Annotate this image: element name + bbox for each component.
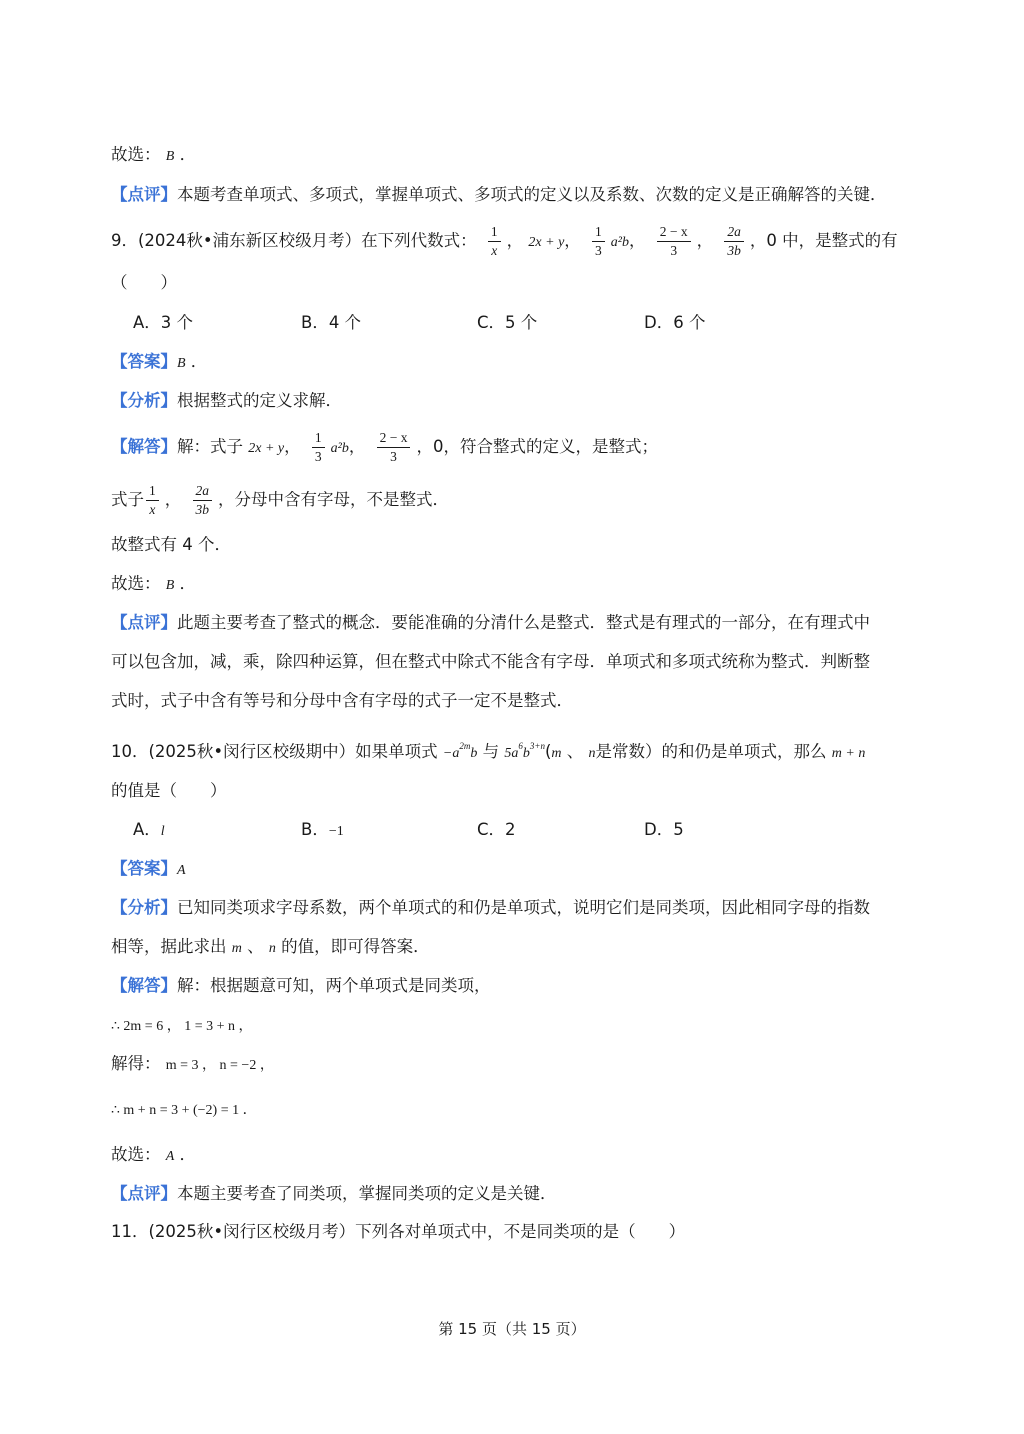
review-text: 此题主要考查了整式的概念．要能准确的分清什么是整式．整式是有理式的一部分，在有理式中: [177, 613, 870, 632]
q10-review-line: [111, 1183, 557, 1205]
choose-prefix: 故选：: [111, 574, 161, 593]
line2-lead: 式子: [111, 490, 144, 509]
mono1-base: −a: [442, 746, 460, 761]
solution-tag: 【解答】: [111, 437, 177, 456]
q8-review-line: [111, 184, 887, 206]
mono2-b: b: [522, 746, 530, 761]
q10-option-c: C．2: [477, 820, 516, 839]
var-n: n: [268, 941, 276, 956]
option-label: B．: [301, 820, 329, 839]
frac-num: 1: [488, 223, 501, 242]
mono2-exp1: 6: [518, 741, 523, 751]
q10-answer-line: [111, 858, 186, 882]
q9-option-c: C．5 个: [477, 313, 538, 332]
q9-option-d: D．6 个: [644, 313, 706, 332]
q10-option-a: [133, 819, 165, 843]
var-m: m: [551, 746, 562, 761]
mono1-exp: 2m: [459, 741, 471, 751]
frac-num: 2 − x: [657, 223, 691, 242]
q9-review-line1: [111, 612, 870, 634]
q10-solution-line1: [111, 975, 491, 997]
expr-m-plus-n: m + n: [831, 746, 866, 761]
q9-choose-line: 故选： B ．: [111, 574, 197, 593]
q9-option-b: B．4 个: [301, 313, 362, 332]
answer-paren: （ ）: [111, 273, 177, 292]
q9-solution-line: 【解答】解：式子 2x + y， $\frac{1}{3}$ a²b， $\frac{2 - x}{3}$ ，0，符合整式的定义，是整式；: [111, 430, 658, 464]
frac-2-minus-x-over-3: [377, 429, 411, 466]
q10-eq3: [111, 1098, 257, 1122]
solution-tail: ，0，符合整式的定义，是整式；: [416, 437, 658, 456]
choose-prefix: 故选：: [111, 1145, 161, 1164]
frac-1-over-3: [592, 223, 605, 260]
q10-stem-line: [111, 735, 865, 765]
choose-answer: A: [165, 1149, 175, 1164]
q10-stem-a: 10．(2025秋•闵行区校级期中）如果单项式: [111, 742, 438, 761]
frac-num: 2a: [724, 223, 744, 242]
dun-mark: 、: [561, 742, 584, 761]
expr-a2b: a²b: [610, 235, 629, 250]
mono2-exp2: 3+n: [529, 741, 545, 751]
mono2-base: 5a: [504, 746, 519, 761]
q9-review-line2: 可以包含加，减，乘，除四种运算，但在整式中除式不能含有字母．单项式和多项式统称为整式．判断整: [111, 652, 870, 671]
q10-option-b: [301, 819, 344, 843]
frac-1-over-3: [312, 429, 325, 466]
q10-stem-line2: 的值是（ ）: [111, 781, 227, 800]
q10-stem-b: 是常数）的和仍是单项式，那么: [595, 742, 827, 761]
expr-a2b: a²b: [330, 441, 349, 456]
review-tag: 【点评】: [111, 185, 177, 204]
q11-stem-line: 11．(2025秋•闵行区校级月考）下列各对单项式中，不是同类项的是（ ）: [111, 1222, 686, 1241]
solved-prefix: 解得：: [111, 1054, 161, 1073]
q10-analysis-line1: [111, 897, 870, 919]
q9-solution-line3: 故整式有 4 个．: [111, 535, 231, 554]
q9-paren: [111, 272, 177, 294]
analysis-text: 根据整式的定义求解．: [177, 391, 342, 410]
q9-stem-suffix: ，0 中，是整式的有: [749, 231, 898, 250]
q10-choose-line: 故选： A ．: [111, 1145, 197, 1164]
option-label: A．: [133, 820, 161, 839]
frac-num: 1: [592, 223, 605, 242]
answer-value: A: [177, 863, 186, 878]
frac-den: 3b: [727, 243, 741, 258]
var-n: n: [588, 746, 596, 761]
q10-analysis-line2: [111, 936, 430, 960]
dun-mark: 、: [241, 937, 264, 956]
frac-1-over-x: [146, 482, 159, 519]
solution-tag: 【解答】: [111, 976, 177, 995]
equation: m = 3 ， n = −2 ，: [165, 1058, 274, 1073]
option-value: −1: [328, 824, 344, 839]
monomial-1: [442, 741, 478, 761]
expr-2x-plus-y: 2x + y: [248, 441, 285, 456]
conj-yu: 与: [482, 742, 500, 761]
page-footer: 第 15 页（共 15 页）: [438, 1320, 586, 1338]
q9-stem-prefix: 9．(2024秋•浦东新区校级月考）在下列代数式：: [111, 231, 477, 250]
answer-tag: 【答案】: [111, 859, 177, 878]
frac-den: 3: [314, 449, 322, 464]
answer-tag: 【答案】: [111, 352, 177, 371]
analysis-tag: 【分析】: [111, 898, 177, 917]
q9-review-line3: 式时，式子中含有等号和分母中含有字母的式子一定不是整式．: [111, 691, 573, 710]
q10-eq2-line: [111, 1053, 274, 1077]
option-value: l: [160, 824, 165, 839]
choose-prefix: 故选：: [111, 145, 161, 164]
frac-den: 3b: [195, 502, 209, 517]
frac-num: 1: [312, 429, 325, 448]
frac-num: 2 − x: [377, 429, 411, 448]
frac-den: 3: [670, 243, 678, 258]
q9-answer-line: 【答案】B ．: [111, 352, 208, 371]
q9-analysis-line: [111, 390, 342, 412]
review-tag: 【点评】: [111, 613, 177, 632]
solution-lead: 解：式子: [177, 437, 243, 456]
q9-solution-line2: 式子 $\frac{1}{x}$ ， $\frac{2a}{3b}$ ，分母中含有字母，不是整式．: [111, 483, 449, 517]
paren-open: (: [544, 742, 552, 761]
review-text: 本题主要考查了同类项，掌握同类项的定义是关键．: [177, 1184, 557, 1203]
q10-option-d: D．5: [644, 820, 684, 839]
answer-value: B: [177, 356, 186, 371]
q8-choose-line: [111, 144, 196, 168]
choose-answer: B: [165, 578, 175, 593]
mono1-b: b: [470, 746, 478, 761]
frac-num: 1: [146, 482, 159, 501]
q9-option-a: A．3 个: [133, 313, 194, 332]
period: ．: [179, 145, 197, 164]
frac-1-over-x: [488, 223, 501, 260]
frac-den: 3: [390, 449, 397, 464]
solution-text: 解：根据题意可知，两个单项式是同类项，: [177, 976, 491, 995]
var-m: m: [231, 941, 242, 956]
frac-den: 3: [595, 243, 602, 258]
analysis-text: 相等，据此求出: [111, 937, 227, 956]
review-tag: 【点评】: [111, 1184, 177, 1203]
frac-2-minus-x-over-3: [657, 223, 691, 260]
equation: ∴ 2m = 6 ， 1 = 3 + n ，: [111, 1019, 253, 1034]
review-text: 本题考查单项式、多项式，掌握单项式、多项式的定义以及系数、次数的定义是正确解答的关键．: [177, 185, 887, 204]
analysis-text: 的值，即可得答案．: [281, 937, 430, 956]
frac-num: 2a: [193, 482, 213, 501]
frac-2a-over-3b: [193, 482, 213, 519]
line2-tail: ，分母中含有字母，不是整式．: [218, 490, 449, 509]
equation: ∴ m + n = 3 + (−2) = 1 ．: [111, 1103, 257, 1118]
frac-den: x: [491, 243, 498, 258]
analysis-text: 已知同类项求字母系数，两个单项式的和仍是单项式，说明它们是同类项，因此相同字母的指数: [177, 898, 870, 917]
monomial-2: [504, 741, 545, 761]
q9-stem-line: 9．(2024秋•浦东新区校级月考）在下列代数式： $\frac{1}{x}$ ， 2x + y， $\frac{1}{3}$ a²b， $\frac{2 - x}{3}$ ， $\frac{2a}{3b}$ ，0 中，是整式的有: [111, 224, 898, 258]
analysis-tag: 【分析】: [111, 391, 177, 410]
frac-2a-over-3b: [724, 223, 744, 260]
expr-2x-plus-y: 2x + y: [528, 235, 565, 250]
choose-answer: B: [165, 149, 175, 164]
frac-den: x: [149, 502, 156, 517]
q10-eq1: [111, 1014, 252, 1038]
